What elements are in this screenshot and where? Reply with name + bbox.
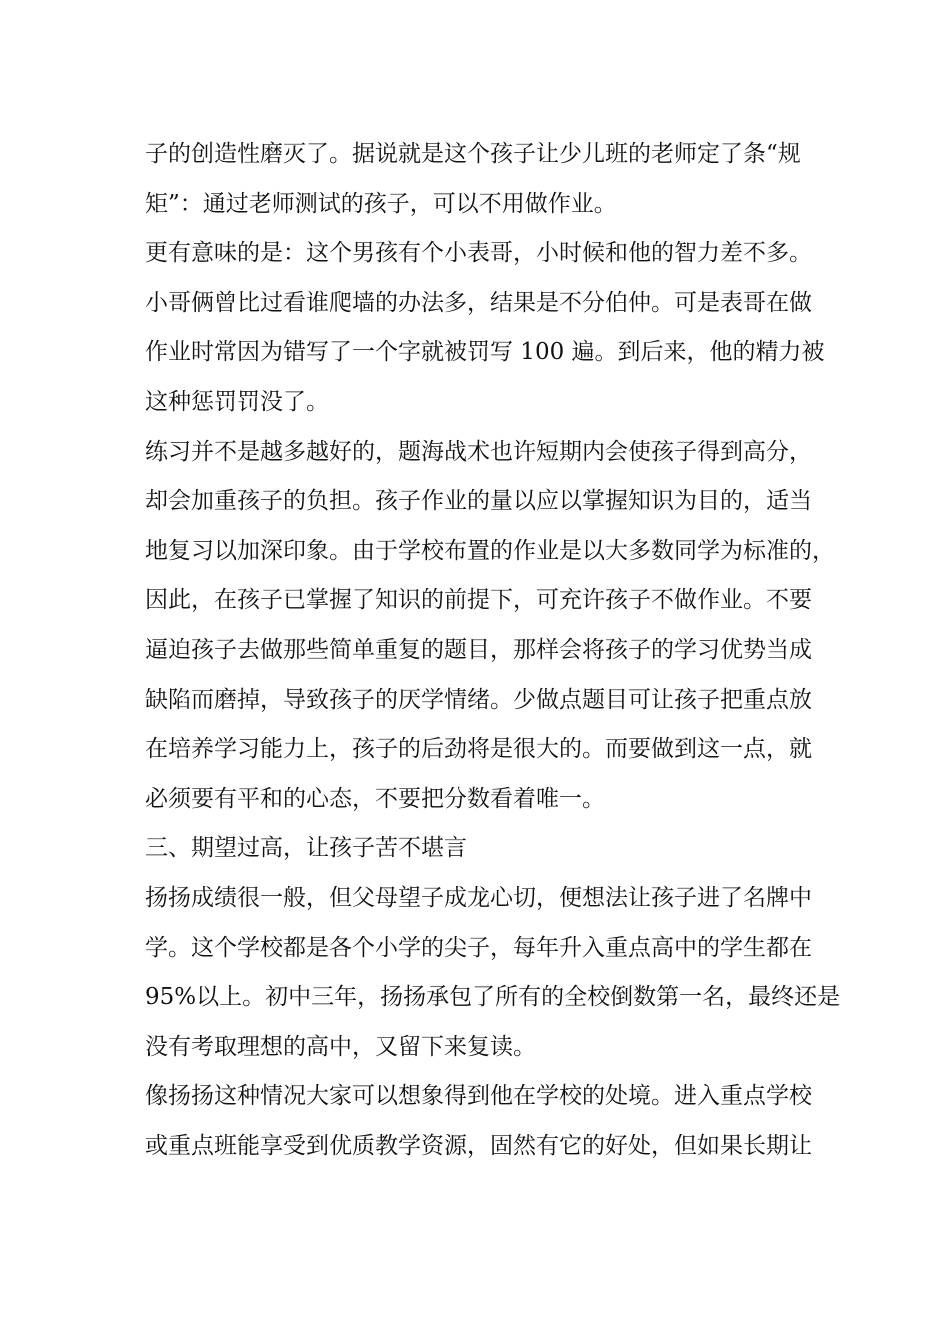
text-line: 或重点班能享受到优质教学资源，固然有它的好处，但如果长期让	[145, 1132, 812, 1159]
body-text	[145, 130, 841, 1171]
text-line: 却会加重孩子的负担。孩子作业的量以应以掌握知识为目的，适当	[145, 488, 812, 515]
text-line: 像扬扬这种情况大家可以想象得到他在学校的处境。进入重点学校	[145, 1083, 812, 1110]
text-line: 练习并不是越多越好的，题海战术也许短期内会使孩子得到高分，	[145, 438, 812, 465]
text-line: 在培养学习能力上，孩子的后劲将是很大的。而要做到这一点，就	[145, 736, 812, 763]
section-heading: 三、期望过高，让孩子苦不堪言	[145, 835, 467, 862]
text-line: 95%以上。初中三年，扬扬承包了所有的全校倒数第一名，最终还是	[145, 984, 841, 1011]
text-line: 作业时常因为错写了一个字就被罚写 100 遍。到后来，他的精力被	[145, 339, 825, 366]
text-line: 矩”：通过老师测试的孩子，可以不用做作业。	[145, 190, 617, 217]
text-line: 小哥俩曾比过看谁爬墙的办法多，结果是不分伯仲。可是表哥在做	[145, 289, 812, 316]
text-line: 子的创造性磨灭了。据说就是这个孩子让少儿班的老师定了条“规	[145, 141, 801, 167]
text-line: 没有考取理想的高中，又留下来复读。	[145, 1033, 536, 1060]
text-line: 逼迫孩子去做那些简单重复的题目，那样会将孩子的学习优势当成	[145, 636, 812, 663]
text-line: 这种惩罚罚没了。	[145, 388, 329, 415]
text-line: 扬扬成绩很一般，但父母望子成龙心切，便想法让孩子进了名牌中	[145, 884, 812, 911]
text-line: 因此，在孩子已掌握了知识的前提下，可充许孩子不做作业。不要	[145, 587, 812, 614]
text-line: 学。这个学校都是各个小学的尖子，每年升入重点高中的学生都在	[145, 934, 812, 961]
text-line: 缺陷而磨掉，导致孩子的厌学情绪。少做点题目可让孩子把重点放	[145, 686, 812, 713]
text-line: 地复习以加深印象。由于学校布置的作业是以大多数同学为标准的，	[145, 537, 835, 564]
text-line: 更有意味的是：这个男孩有个小表哥，小时候和他的智力差不多。	[145, 240, 812, 267]
text-line: 必须要有平和的心态，不要把分数看着唯一。	[145, 785, 605, 812]
